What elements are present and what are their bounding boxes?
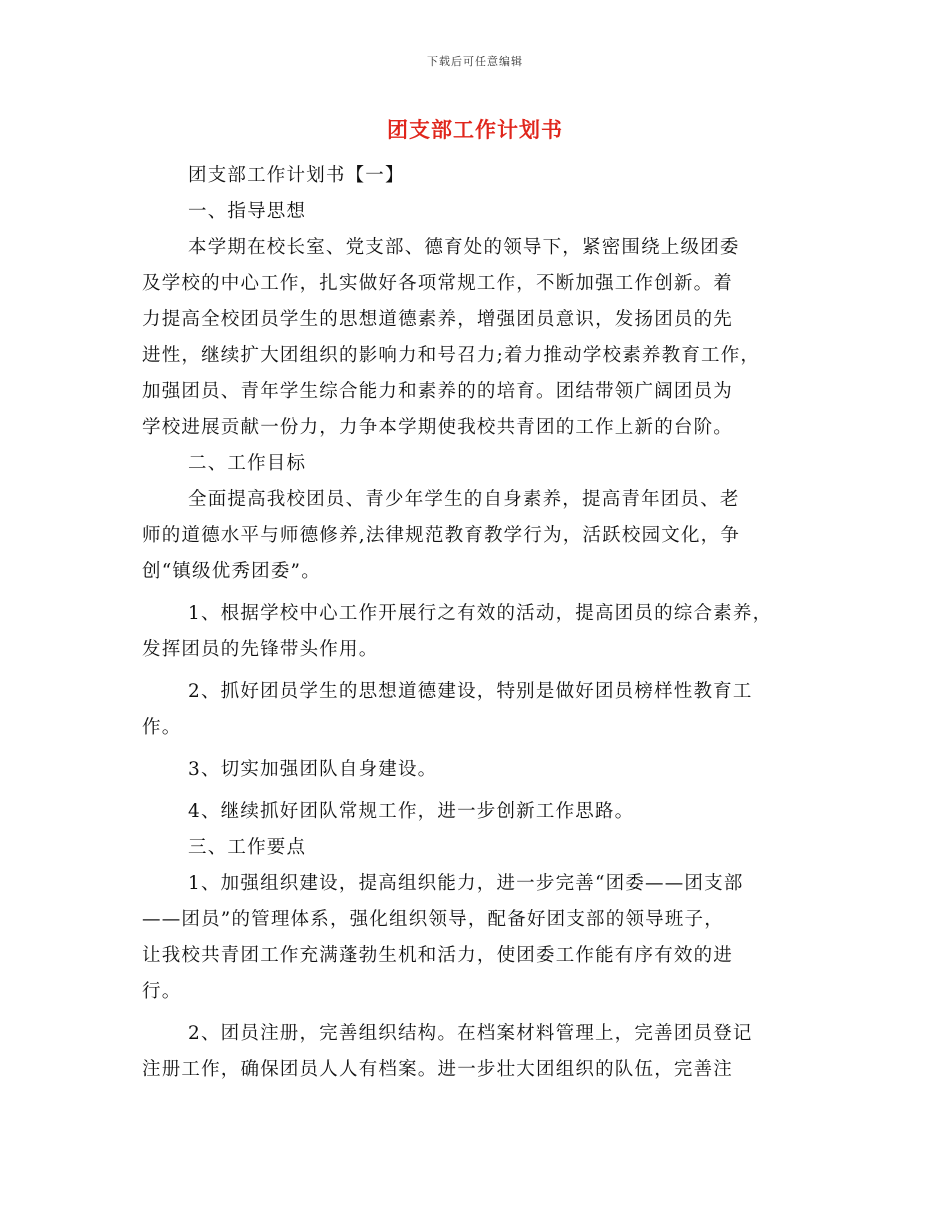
text-line: 学校进展贡献一份力，力争本学期使我校共青团的工作上新的台阶。	[142, 417, 734, 438]
text-line: 力提高全校团员学生的思想道德素养，增强团员意识，发扬团员的先	[142, 309, 734, 330]
text-line: 1、加强组织建设，提高组织能力，进一步完善“团委——团支部	[188, 873, 744, 894]
text-line: 2、团员注册，完善组织结构。在档案材料管理上，完善团员登记	[188, 1023, 753, 1044]
text-line: 行。	[142, 981, 182, 1002]
text-line: ——团员”的管理体系，强化组织领导，配备好团支部的领导班子，	[142, 909, 724, 930]
text-line: 及学校的中心工作，扎实做好各项常规工作，不断加强工作创新。着	[142, 273, 734, 294]
text-line: 本学期在校长室、党支部、德育处的领导下，紧密围绕上级团委	[188, 237, 740, 258]
text-line: 团支部工作计划书【一】	[188, 165, 405, 186]
text-line: 二、工作目标	[188, 453, 307, 474]
text-line: 让我校共青团工作充满蓬勃生机和活力，使团委工作能有序有效的进	[142, 945, 734, 966]
text-line: 2、抓好团员学生的思想道德建设，特别是做好团员榜样性教育工	[188, 681, 753, 702]
page-header-note: 下载后可任意编辑	[427, 55, 523, 68]
text-line: 加强团员、青年学生综合能力和素养的的培育。团结带领广阔团员为	[142, 381, 734, 402]
document-body	[142, 158, 814, 1088]
text-line: 发挥团员的先锋带头作用。	[142, 639, 379, 660]
text-line: 创“镇级优秀团委”。	[142, 561, 321, 582]
text-line: 全面提高我校团员、青少年学生的自身素养，提高青年团员、老	[188, 489, 740, 510]
text-line: 一、指导思想	[188, 201, 307, 222]
text-line: 作。	[142, 717, 182, 738]
text-line: 师的道德水平与师德修养,法律规范教育教学行为，活跃校园文化，争	[142, 525, 741, 546]
text-line: 三、工作要点	[188, 837, 307, 858]
text-line: 4、继续抓好团队常规工作，进一步创新工作思路。	[188, 801, 635, 822]
document-title: 团支部工作计划书	[387, 117, 563, 142]
text-line: 3、切实加强团队自身建设。	[188, 759, 438, 780]
text-line: 进性，继续扩大团组织的影响力和号召力;着力推动学校素养教育工作，	[142, 345, 761, 366]
text-line: 1、根据学校中心工作开展行之有效的活动，提高团员的综合素养，	[188, 603, 773, 624]
text-line: 注册工作，确保团员人人有档案。进一步壮大团组织的队伍，完善注	[142, 1059, 734, 1080]
